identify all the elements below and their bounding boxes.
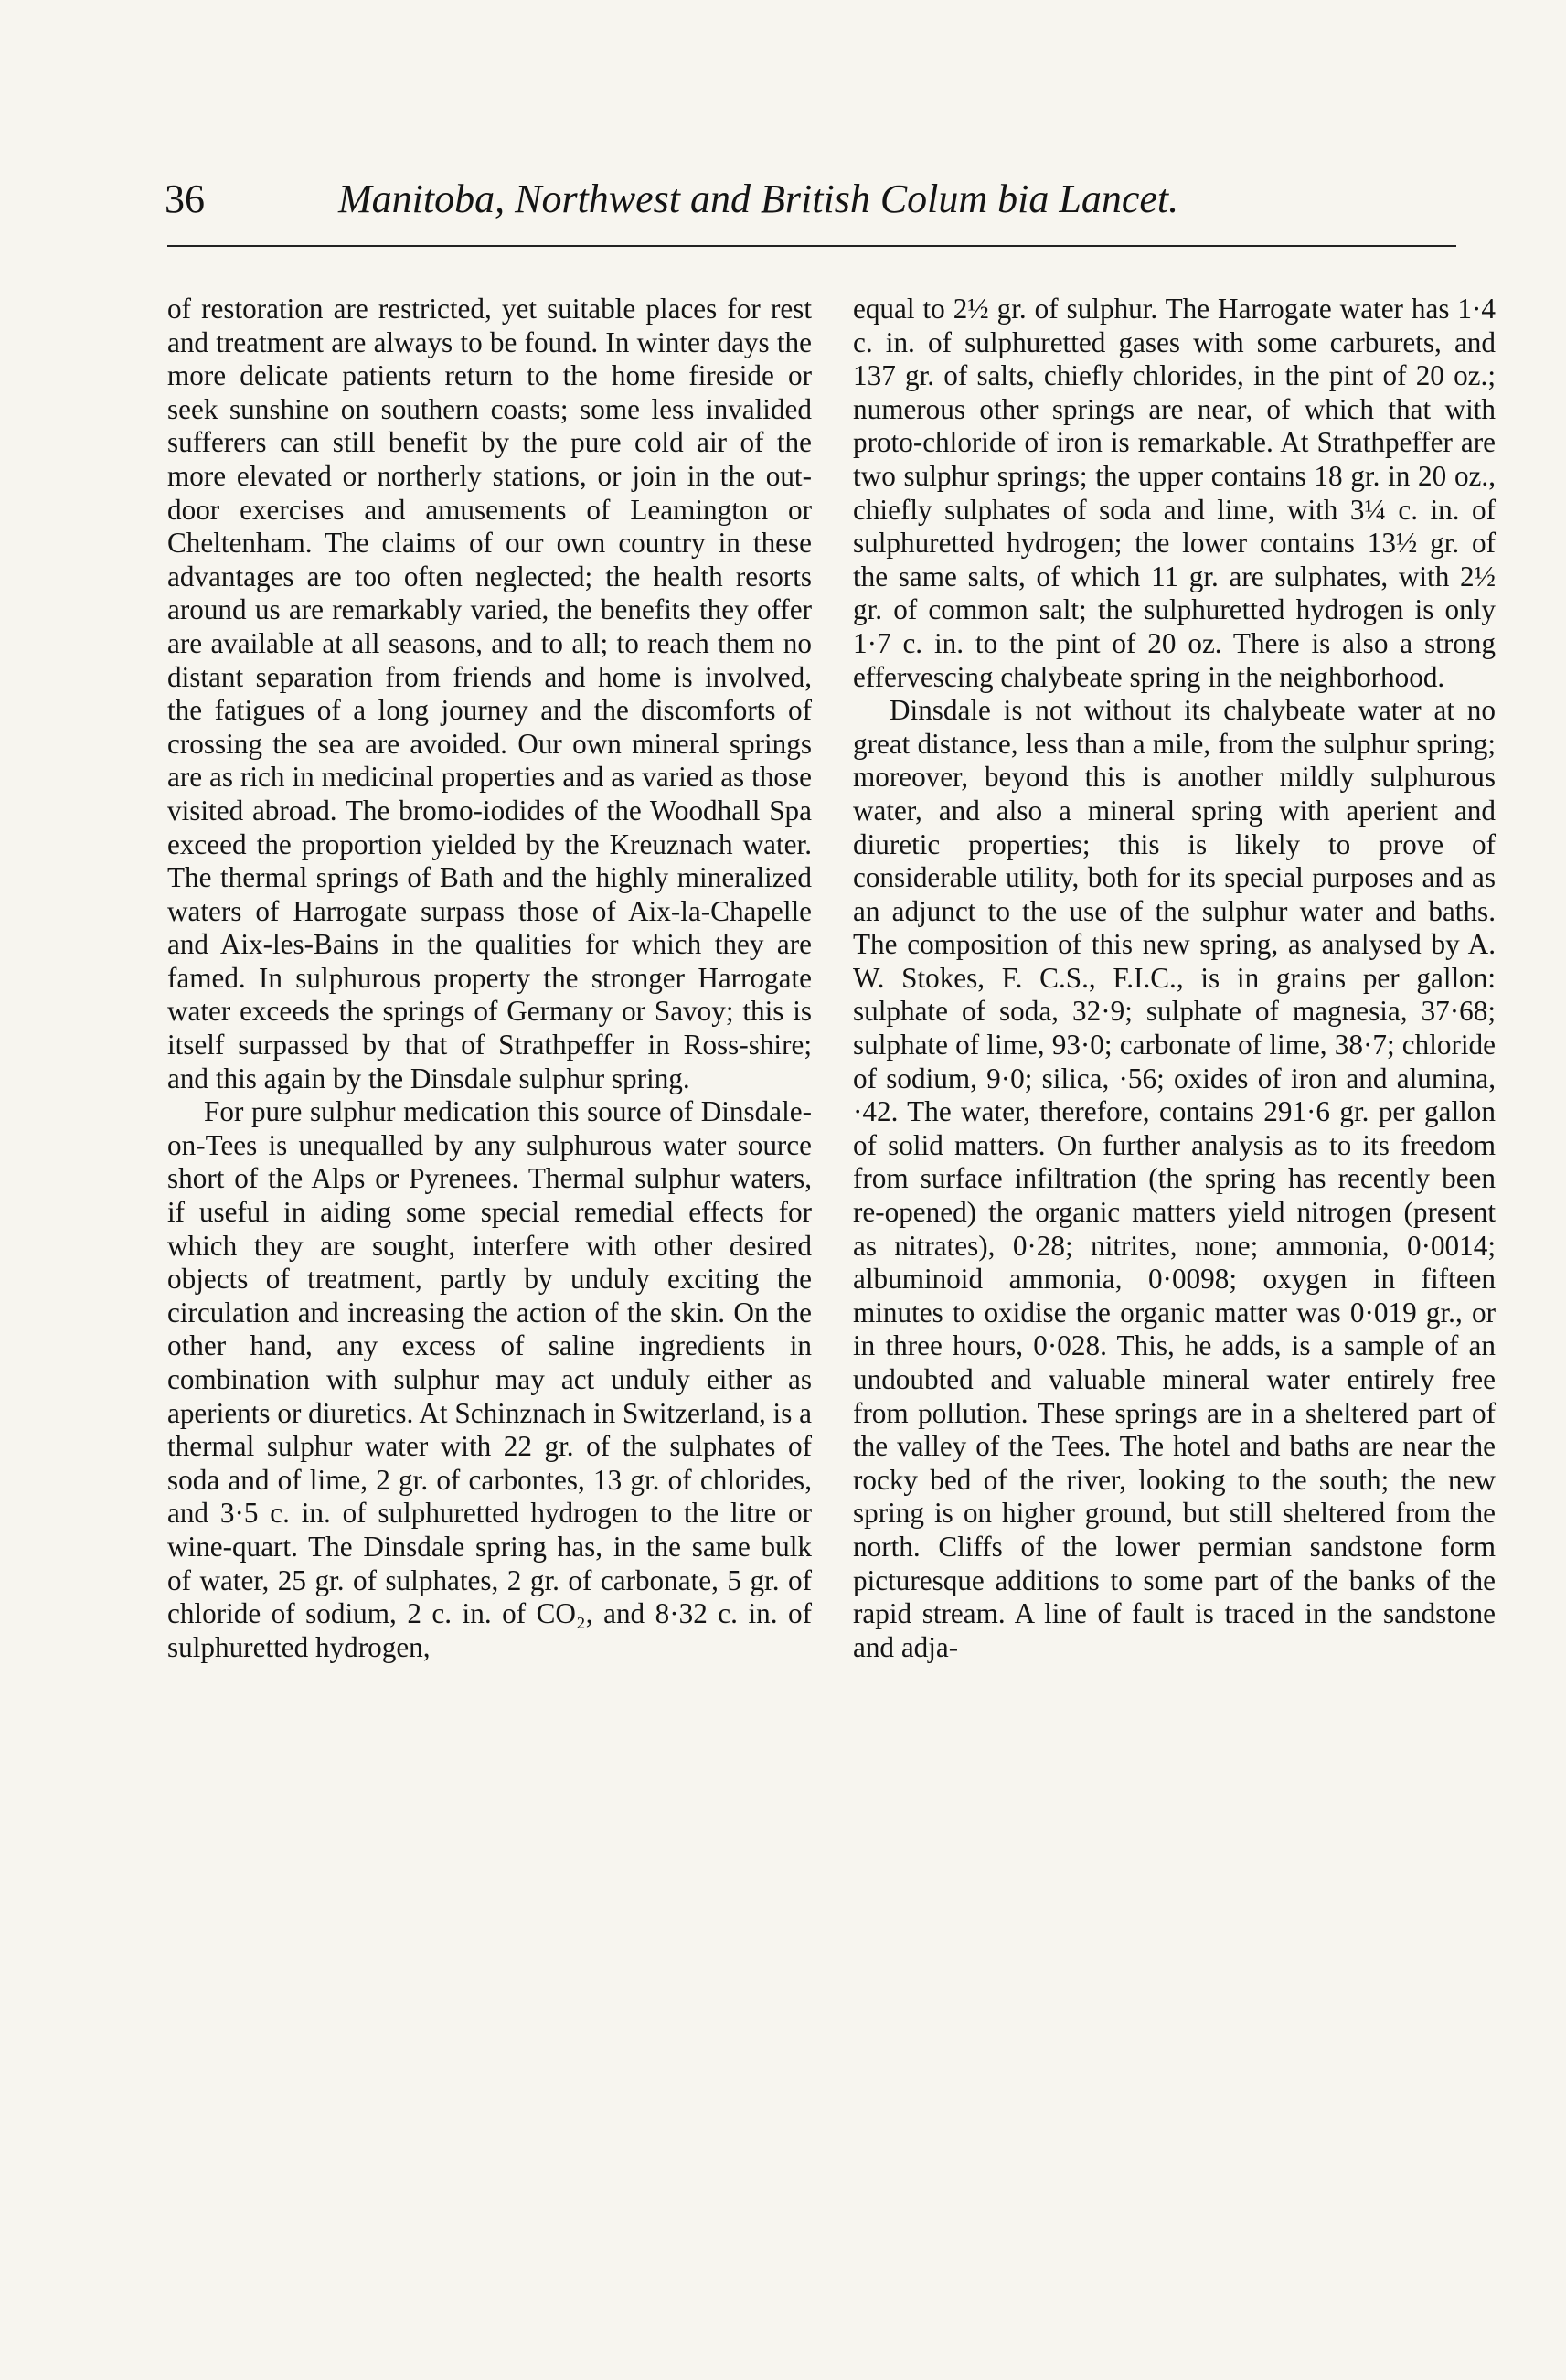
paragraph: For pure sulphur medication this source of Dinsdale-on-Tees is unequalled by any sulphurous water source short of the Alps or Pyrenees. Thermal sulphur waters, if useful in aiding some special remedial effects for which they are sought, interfere with other desired objects of treatment, partly by unduly exciting the circulation and increasing the action of the skin. On the other hand, any excess of saline ingredients in combination with sulphur may act unduly either as aperients or diuretics. At Schinznach in Switzerland, is a thermal sulphur water with 22 gr. of the sulphates of soda and of lime, 2 gr. of carbontes, 13 gr. of chlorides, and 3·5 c. in. of sulphuretted hydrogen to the litre or wine-quart. The Dinsdale spring has, in the same bulk of water, 25 gr. of sulphates, 2 gr. of carbonate, 5 gr. of chloride of sodium, 2 c. in. of CO₂, and 8·32 c. in. of sulphuretted hydrogen, [167, 1095, 812, 1663]
paragraph: equal to 2½ gr. of sulphur. The Harrogate water has 1·4 c. in. of sulphuretted gases with some carburets, and 137 gr. of salts, chiefly chlorides, in the pint of 20 oz.; numerous other springs are near, of which that with proto-chloride of iron is remarkable. At Strathpeffer are two sulphur springs; the upper contains 18 gr. in 20 oz., chiefly sulphates of soda and lime, with 3¼ c. in. of sulphuretted hydrogen; the lower contains 13½ gr. of the same salts, of which 11 gr. are sulphates, with 2½ gr. of common salt; the sulphuretted hydrogen is only 1·7 c. in. to the pint of 20 oz. There is also a strong effervescing chalybeate spring in the neighborhood. [853, 293, 1496, 693]
header-rule [167, 245, 1456, 247]
running-title: Manitoba, Northwest and British Colum bia Lancet. [338, 176, 1179, 221]
page-number: 36 [165, 176, 205, 221]
paragraph: Dinsdale is not without its chalybeate water at no great distance, less than a mile, from the sulphur spring; moreover, beyond this is another mildly sulphurous water, and also a mineral spring with aperient and diuretic properties; this is likely to prove of considerable utility, both for its special purposes and as an adjunct to the use of the sulphur water and baths. The composition of this new spring, as analysed by A. W. Stokes, F. C.S., F.I.C., is in grains per gallon: sulphate of soda, 32·9; sulphate of magnesia, 37·68; sulphate of lime, 93·0; carbonate of lime, 38·7; chloride of sodium, 9·0; silica, ·56; oxides of iron and alumina, ·42. The water, therefore, contains 291·6 gr. per gallon of solid matters. On further analysis as to its freedom from surface infiltration (the spring has recently been re-opened) the organic matters yield nitrogen (present as nitrates), 0·28; nitrites, none; ammonia, 0·0014; albuminoid ammonia, 0·0098; oxygen in fifteen minutes to oxidise the organic matter was 0·019 gr., or in three hours, 0·028. This, he adds, is a sample of an undoubted and valuable mineral water entirely free from pollution. These springs are in a sheltered part of the valley of the Tees. The hotel and baths are near the rocky bed of the river, looking to the south; the new spring is on higher ground, but still sheltered from the north. Cliffs of the lower permian sandstone form picturesque additions to some part of the banks of the rapid stream. A line of fault is traced in the sandstone and adja- [853, 694, 1496, 1663]
left-column [167, 293, 812, 1664]
page-header [165, 176, 1444, 230]
right-column [853, 293, 1496, 1664]
paragraph: of restoration are restricted, yet suitable places for rest and treatment are always to be found. In winter days the more delicate patients return to the home fireside or seek sunshine on southern coasts; some less invalided sufferers can still benefit by the pure cold air of the more elevated or northerly stations, or join in the out-door exercises and amusements of Leamington or Cheltenham. The claims of our own country in these advantages are too often neglected; the health resorts around us are remarkably varied, the benefits they offer are available at all seasons, and to all; to reach them no distant separation from friends and home is involved, the fatigues of a long journey and the discomforts of crossing the sea are avoided. Our own mineral springs are as rich in medicinal properties and as varied as those visited abroad. The bromo-iodides of the Woodhall Spa exceed the proportion yielded by the Kreuznach water. The thermal springs of Bath and the highly mineralized waters of Harrogate surpass those of Aix-la-Chapelle and Aix-les-Bains in the qualities for which they are famed. In sulphurous property the stronger Harrogate water exceeds the springs of Germany or Savoy; this is itself surpassed by that of Strathpeffer in Ross-shire; and this again by the Dinsdale sulphur spring. [167, 293, 812, 1094]
